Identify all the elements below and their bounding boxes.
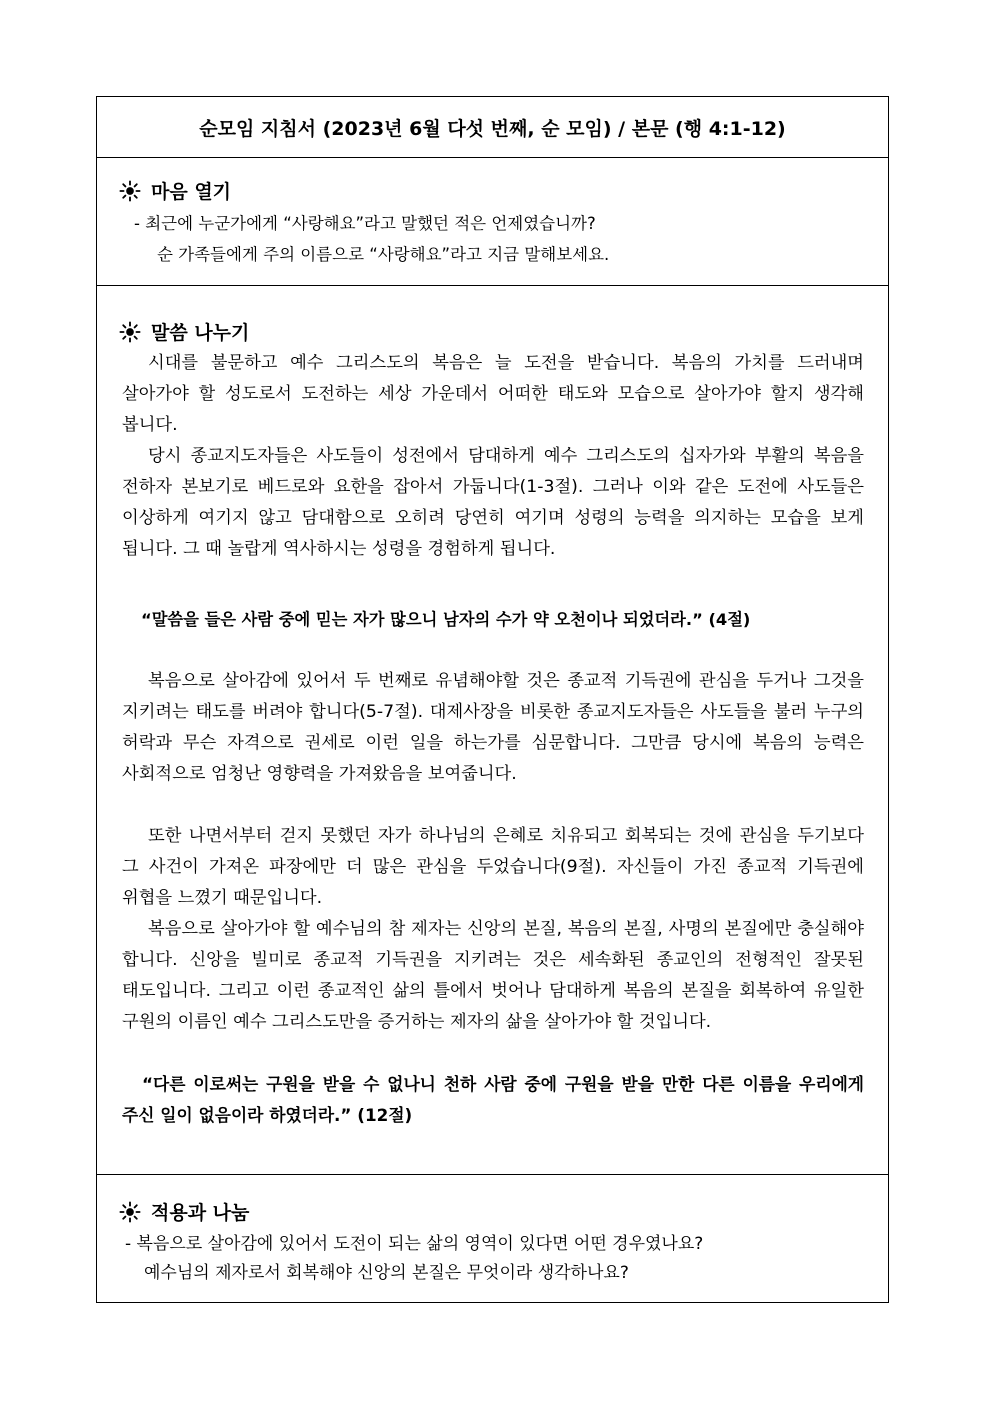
paragraph-text: 시대를 불문하고 예수 그리스도의 복음은 늘 도전을 받습니다. 복음의 가치를 드러내며 살아가야 할 성도로서 도전하는 세상 가운데서 어떠한 태도와 모습으로 살아가야 할지 생각해 봅니다. <box>122 353 864 435</box>
section-heading <box>119 1198 249 1225</box>
question-line: 순 가족들에게 주의 이름으로 “사랑해요”라고 지금 말해보세요. <box>157 245 610 264</box>
sun-icon <box>119 180 141 202</box>
paragraph <box>122 914 864 1038</box>
document-title: 순모임 지침서 (2023년 6월 다섯 번째, 순 모임) / 본문 (행 4:1-12) <box>97 97 888 158</box>
scripture-quote-text: “다른 이로써는 구원을 받을 수 없나니 천하 사람 중에 구원을 받을 만한 다른 이름을 우리에게 주신 일이 없음이라 하였더라.” (12절) <box>122 1074 864 1125</box>
paragraph-text: 복음으로 살아가야 할 예수님의 참 제자는 신앙의 본질, 복음의 본질, 사명의 본질에만 충실해야 합니다. 신앙을 빌미로 종교적 기득권을 지키려는 것은 세속화된 종교인의 전형적인 잘못된 태도입니다. 그리고 이런 종교적인 삶의 틀에서 벗어나 담대하게 복음의 본질을 회복하여 유일한 구원의 이름인 예수 그리스도만을 증거하는 제자의 삶을 살아가야 할 것입니다. <box>122 919 864 1032</box>
question-line: - 최근에 누군가에게 “사랑해요”라고 말했던 적은 언제였습니까? <box>134 214 596 233</box>
section-heading-label: 적용과 나눔 <box>151 1202 250 1224</box>
scripture-quote <box>122 1069 864 1131</box>
question-line: 예수님의 제자로서 회복해야 신앙의 본질은 무엇이라 생각하나요? <box>144 1263 629 1283</box>
question-line: - 복음으로 살아감에 있어서 도전이 되는 삶의 영역이 있다면 어떤 경우였나요? <box>125 1234 704 1254</box>
paragraph-text: 당시 종교지도자들은 사도들이 성전에서 담대하게 예수 그리스도의 십자가와 부활의 복음을 전하자 본보기로 베드로와 요한을 잡아서 가둡니다(1-3절). 그러나 이와 같은 도전에 사도들은 이상하게 여기지 않고 담대함으로 오히려 당연히 여기며 성령의 능력을 의지하는 모습을 보게 됩니다. 그 때 놀랍게 역사하시는 성령을 경험하게 됩니다. <box>122 446 864 559</box>
paragraph <box>122 348 864 441</box>
section-heading <box>119 318 249 345</box>
scripture-quote: “말씀을 들은 사람 중에 믿는 자가 많으니 남자의 수가 약 오천이나 되었더라.” (4절) <box>141 610 751 629</box>
section-heading-label: 마음 열기 <box>151 181 232 203</box>
section-open-heart <box>97 158 888 286</box>
paragraph-text: 복음으로 살아감에 있어서 두 번째로 유념해야할 것은 종교적 기득권에 관심을 두거나 그것을 지키려는 태도를 버려야 합니다(5-7절). 대제사장을 비롯한 종교지도자들은 사도들을 불러 누구의 허락과 무슨 자격으로 권세로 이런 일을 하는가를 심문합니다. 그만큼 당시에 복음의 능력은 사회적으로 엄청난 영향력을 가져왔음을 보여줍니다. <box>122 671 864 784</box>
paragraph <box>122 441 864 565</box>
section-heading <box>119 177 231 204</box>
guide-document <box>96 96 889 1303</box>
paragraph-text: 또한 나면서부터 걷지 못했던 자가 하나님의 은혜로 치유되고 회복되는 것에 관심을 두기보다 그 사건이 가져온 파장에만 더 많은 관심을 두었습니다(9절). 자신들이 가진 종교적 기득권에 위협을 느꼈기 때문입니다. <box>122 826 864 908</box>
paragraph <box>122 666 864 790</box>
section-application <box>97 1175 888 1304</box>
sun-icon <box>119 1201 141 1223</box>
sun-icon <box>119 321 141 343</box>
paragraph <box>122 821 864 914</box>
section-word-sharing <box>97 286 888 1175</box>
section-heading-label: 말씀 나누기 <box>151 322 250 344</box>
